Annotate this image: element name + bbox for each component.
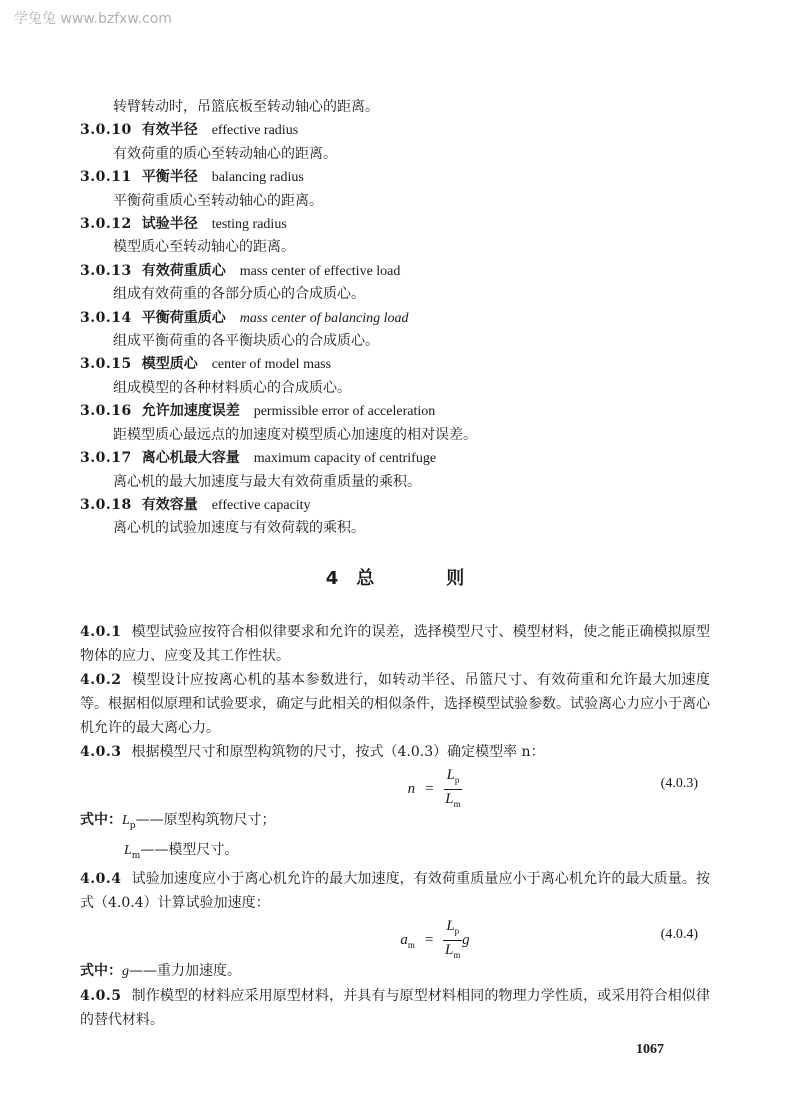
clause-text: 模型设计应按离心机的基本参数进行，如转动半径、吊篮尺寸、有效荷重和允许最大加速度等。根据相似原理和试验要求，确定与此相关的相似条件，选择模型试验参数。试验离心力应小于离心机允许的最大离心力。 xyxy=(80,671,710,736)
term-en: maximum capacity of centrifuge xyxy=(253,451,437,467)
definition-3-0-13 xyxy=(80,260,710,307)
term-en: center of model mass xyxy=(211,357,332,373)
term-description: 有效荷重的质心至转动轴心的距离。 xyxy=(113,145,337,162)
term-description: 组成有效荷重的各部分质心的合成质心。 xyxy=(113,286,365,303)
term-en: mass center of balancing load xyxy=(239,310,409,326)
term-description: 距模型质心最远点的加速度对模型质心加速度的相对误差。 xyxy=(113,426,477,443)
term-cn: 允许加速度误差 xyxy=(141,403,240,420)
term-cn: 模型质心 xyxy=(141,356,198,373)
chapter-title-part: 则 xyxy=(446,567,465,589)
chapter-number: 4 xyxy=(325,567,339,589)
clause-text: 制作模型的材料应采用原型材料，并具有与原型材料相同的物理力学性质，或采用符合相似律的替代材料。 xyxy=(80,988,710,1029)
clause-text: 根据模型尺寸和原型构筑物的尺寸，按式（4.0.3）确定模型率 n： xyxy=(131,743,545,760)
clause-number: 3.0.13 xyxy=(80,262,132,279)
term-cn: 有效半径 xyxy=(141,122,198,139)
clause-4-0-3 xyxy=(80,740,710,764)
chapter-title-part: 总 xyxy=(356,567,375,589)
term-en: mass center of effective load xyxy=(239,263,401,279)
denominator-subscript: m xyxy=(453,798,461,809)
clause-4-0-2 xyxy=(80,668,710,740)
denominator-subscript: m xyxy=(453,950,461,961)
clause-number: 4.0.1 xyxy=(80,623,122,640)
term-cn: 离心机最大容量 xyxy=(141,450,240,467)
symbol-subscript: m xyxy=(131,850,141,861)
equation-4-0-4 xyxy=(80,915,710,959)
definition-3-0-16 xyxy=(80,400,710,447)
clause-number: 3.0.14 xyxy=(80,309,132,326)
definition-3-0-14 xyxy=(80,307,710,354)
clause-number: 4.0.3 xyxy=(80,743,122,760)
numerator-subscript: p xyxy=(454,774,460,785)
where-label: 式中： xyxy=(80,811,122,828)
definition-3-0-10 xyxy=(80,119,710,166)
term-description: 组成平衡荷重的各平衡块质心的合成质心。 xyxy=(113,333,379,350)
term-en: effective radius xyxy=(211,123,299,139)
definition-3-0-18 xyxy=(80,494,710,541)
symbol-description: ——模型尺寸。 xyxy=(140,841,239,858)
equation-lhs: n xyxy=(407,780,416,797)
term-en: effective capacity xyxy=(211,497,311,513)
term-en: balancing radius xyxy=(211,170,304,186)
watermark: 学兔兔 www.bzfxw.com xyxy=(14,11,172,27)
numerator: L xyxy=(446,766,455,783)
clause-number: 3.0.15 xyxy=(80,356,132,373)
where-block-1 xyxy=(80,808,710,868)
equation-lhs: a xyxy=(400,931,408,948)
symbol-subscript: p xyxy=(129,820,136,831)
definition-list xyxy=(80,119,710,540)
term-cn: 试验半径 xyxy=(141,216,198,233)
equation-4-0-3 xyxy=(80,764,710,808)
clause-text: 试验加速度应小于离心机允许的最大加速度，有效荷重质量应小于离心机允许的最大质量。按式（4.0.4）计算试验加速度： xyxy=(80,871,710,912)
lhs-subscript: m xyxy=(407,939,415,950)
equals-sign: = xyxy=(425,780,434,797)
gravity-symbol: g xyxy=(462,932,470,949)
term-description: 离心机的最大加速度与最大有效荷重质量的乘积。 xyxy=(113,473,421,490)
denominator: L xyxy=(445,942,454,959)
equation-number: (4.0.4) xyxy=(660,927,698,943)
term-cn: 有效容量 xyxy=(141,496,198,513)
numerator-subscript: p xyxy=(454,926,460,937)
fraction xyxy=(443,917,462,964)
clause-4-0-5 xyxy=(80,984,710,1032)
chapter-heading xyxy=(80,564,710,594)
term-description: 离心机的试验加速度与有效荷载的乘积。 xyxy=(113,520,365,537)
definition-3-0-12 xyxy=(80,213,710,260)
definition-3-0-17 xyxy=(80,447,710,494)
clause-4-0-1 xyxy=(80,620,710,668)
fraction xyxy=(444,766,463,813)
clause-number: 3.0.10 xyxy=(80,122,132,139)
clause-text: 模型试验应按符合相似律要求和允许的误差，选择模型尺寸、模型材料，使之能正确模拟原型物体的应力、应变及其工作性状。 xyxy=(80,623,710,664)
clause-number: 3.0.16 xyxy=(80,403,132,420)
clause-number: 4.0.4 xyxy=(80,871,122,888)
term-cn: 平衡荷重质心 xyxy=(141,309,226,326)
clause-number: 3.0.17 xyxy=(80,450,132,467)
continuation-text: 转臂转动时，吊篮底板至转动轴心的距离。 xyxy=(113,99,379,115)
term-en: testing radius xyxy=(211,217,287,233)
term-cn: 平衡半径 xyxy=(141,169,198,186)
where-label: 式中： xyxy=(80,963,122,980)
term-en: permissible error of acceleration xyxy=(253,404,436,420)
symbol: L xyxy=(124,842,132,858)
clause-number: 3.0.18 xyxy=(80,496,132,513)
symbol: g xyxy=(122,964,129,980)
page-number: 1067 xyxy=(636,1042,664,1057)
term-description: 模型质心至转动轴心的距离。 xyxy=(113,239,295,256)
term-description: 平衡荷重质心至转动轴心的距离。 xyxy=(113,192,323,209)
clause-number: 4.0.2 xyxy=(80,671,122,688)
numerator: L xyxy=(446,918,455,935)
definition-3-0-15 xyxy=(80,353,710,400)
term-description: 组成模型的各种材料质心的合成质心。 xyxy=(113,379,351,396)
clause-number: 3.0.12 xyxy=(80,216,132,233)
equals-sign: = xyxy=(424,932,434,949)
symbol-description: ——重力加速度。 xyxy=(129,963,241,980)
clause-4-0-4 xyxy=(80,867,710,915)
symbol-description: ——原型构筑物尺寸； xyxy=(135,811,276,828)
definition-3-0-11 xyxy=(80,166,710,213)
clause-number: 4.0.5 xyxy=(80,988,122,1005)
document-page xyxy=(80,96,710,1032)
term-cn: 有效荷重质心 xyxy=(141,262,226,279)
clause-number: 3.0.11 xyxy=(80,169,132,186)
symbol: L xyxy=(122,812,130,828)
denominator: L xyxy=(445,790,454,807)
equation-number: (4.0.3) xyxy=(660,775,698,791)
